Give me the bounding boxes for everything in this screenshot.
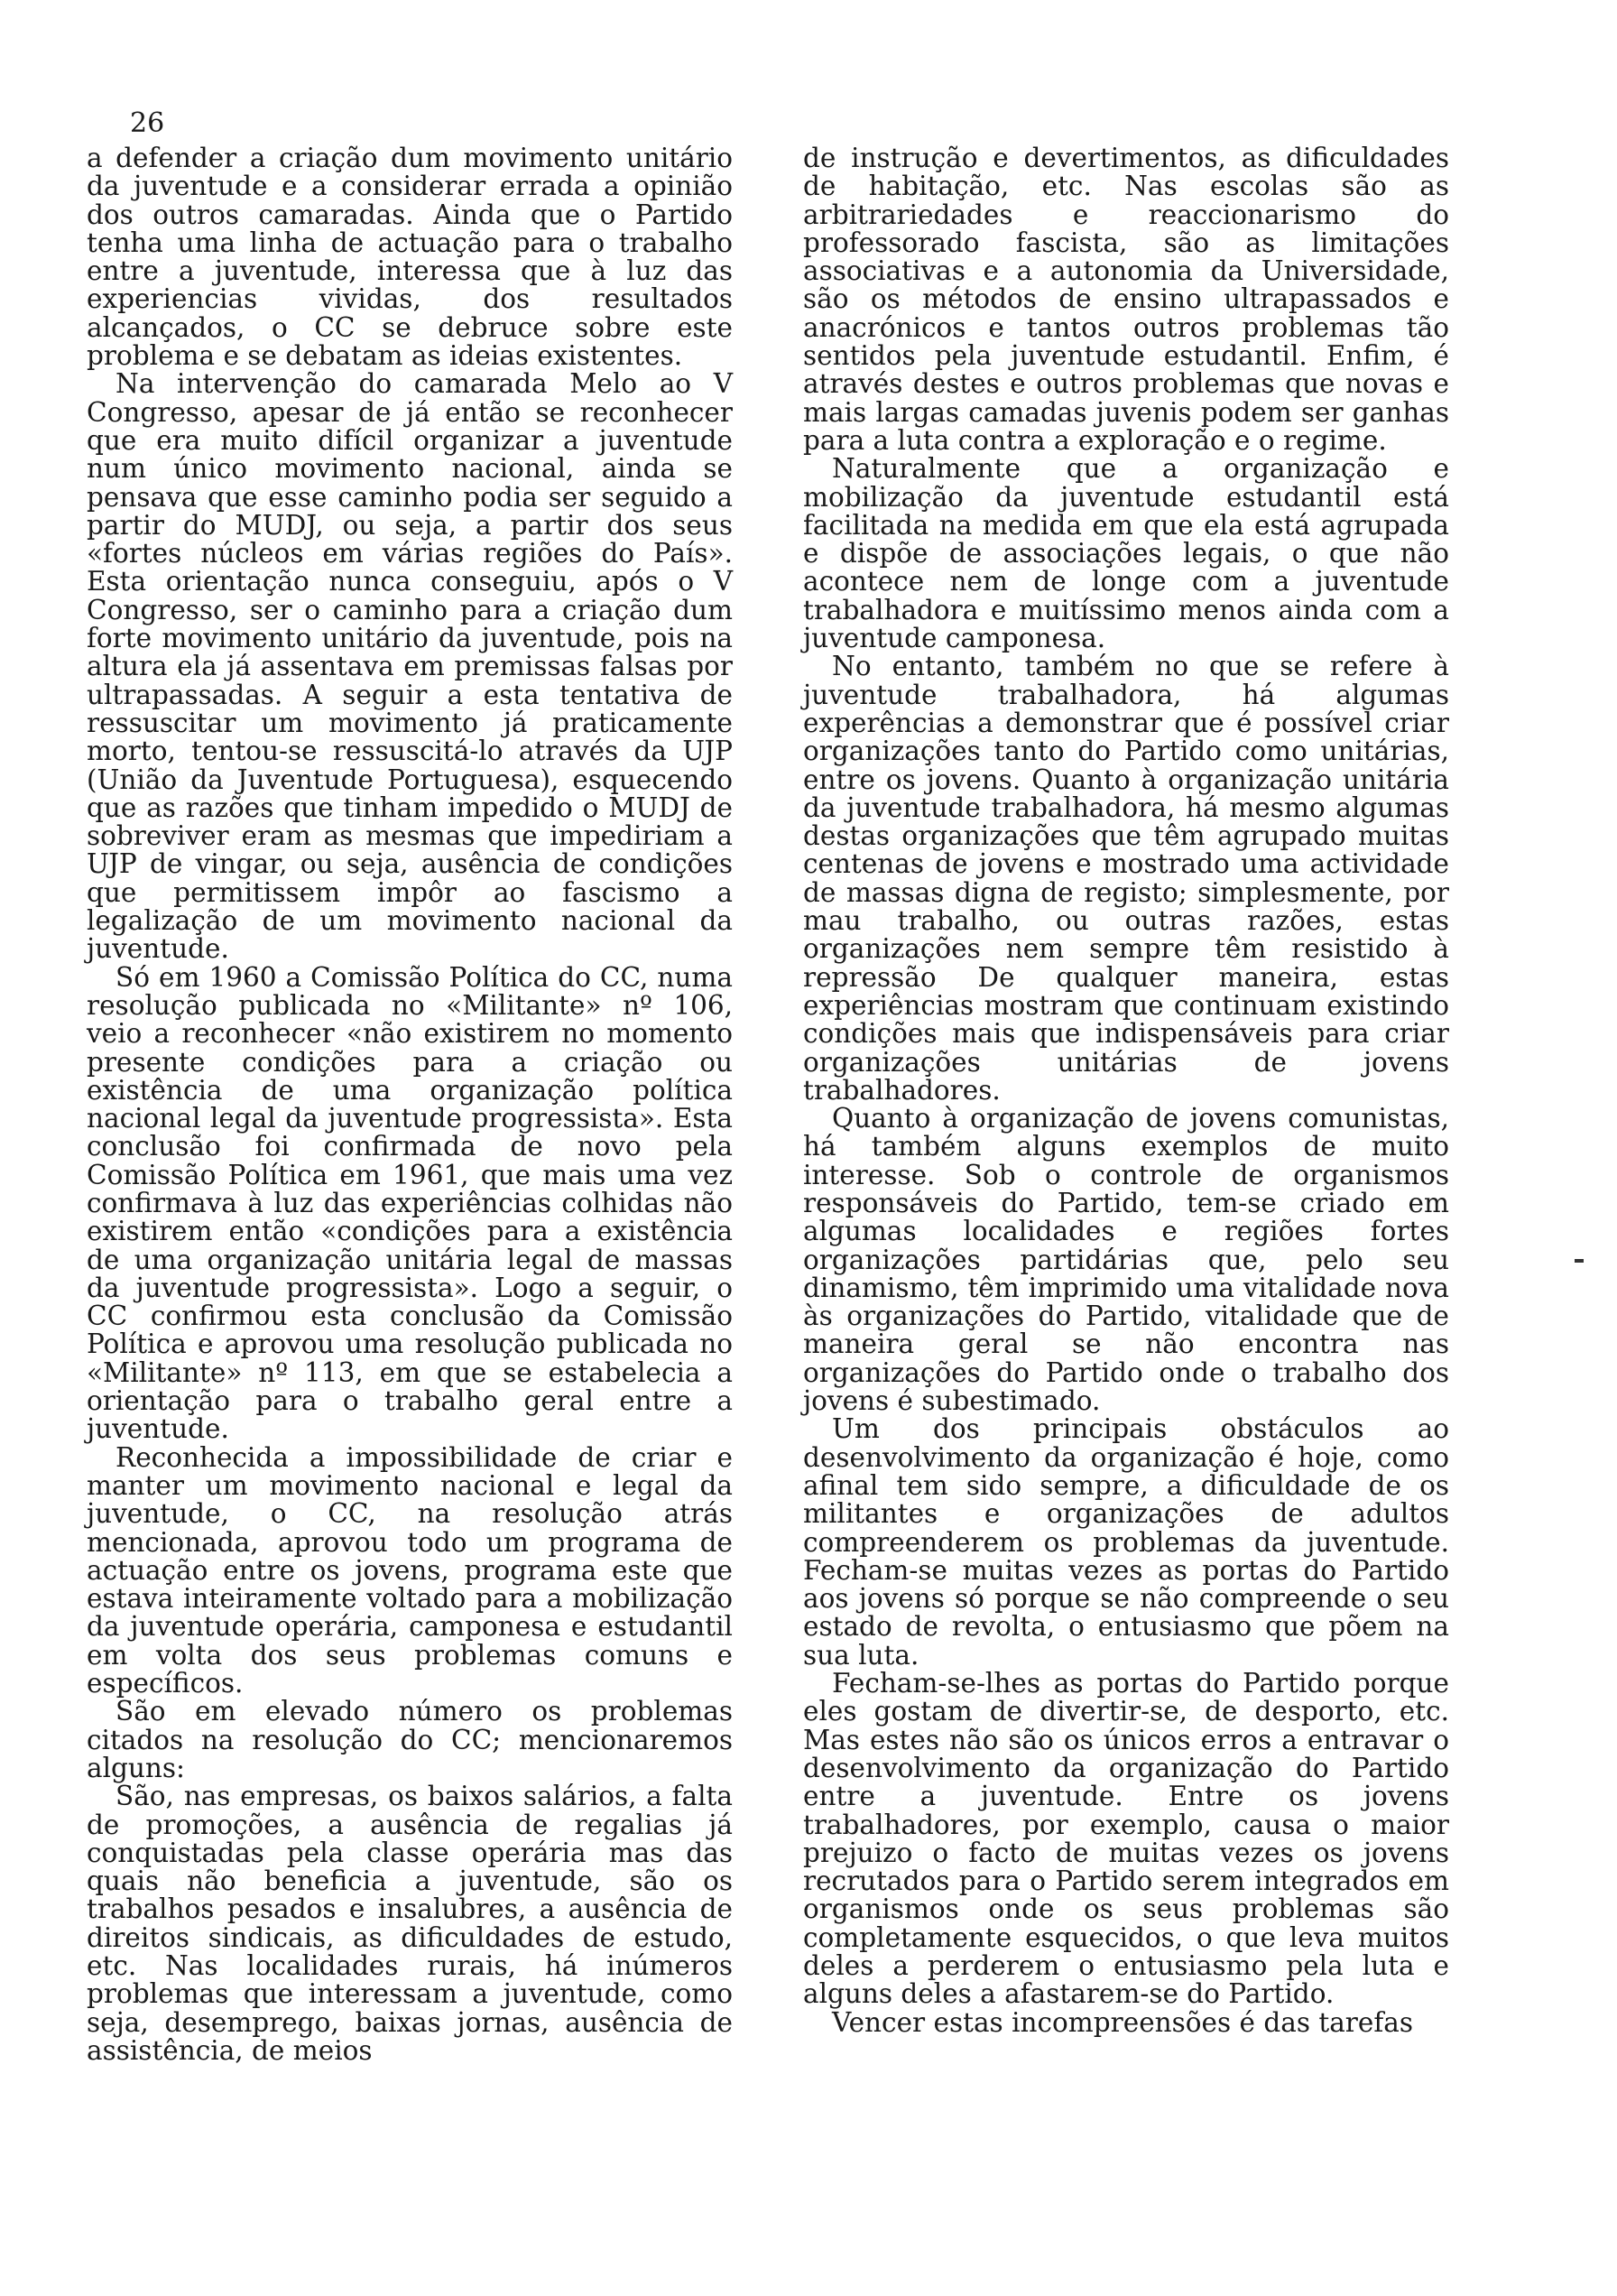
paragraph: de instrução e devertimentos, as dificuldades de habitação, etc. Nas escolas são as arbitrariedades e reaccionarismo do professorado fascista, são as limitações associativas e a autonomia da Universidade, são os métodos de ensino ultrapassados e anacrónicos e tantos outros problemas tão sentidos pela juventude estudantil. Enfim, é através destes e outros problemas que novas e mais largas camadas juvenis podem ser ganhas para a luta contra a exploração e o regime. [803, 143, 1449, 456]
page-number: 26 [130, 107, 165, 139]
paragraph: a defender a criação dum movimento unitário da juventude e a considerar errada a opinião dos outros camaradas. Ainda que o Partido tenha uma linha de actuação para o trabalho entre a juventude, interessa que à luz das experiencias vividas, dos resultados alcançados, o CC se debruce sobre este problema e se debatam as ideias existentes. [87, 143, 733, 372]
paragraph: Na intervenção do camarada Melo ao V Congresso, apesar de já então se reconhecer que era muito difícil organizar a juventude num único movimento nacional, ainda se pensava que esse caminho podia ser seguido a partir do MUDJ, ou seja, a partir dos seus «fortes núcleos em várias regiões do País». Esta orientação nunca conseguiu, após o V Congresso, ser o caminho para a criação dum forte movimento unitário da juventude, pois na altura ela já assentava em premissas falsas por ultrapassadas. A seguir a esta tentativa de ressuscitar um movimento já praticamente morto, tentou-se ressuscitá-lo através da UJP (União da Juventude Portuguesa), esquecendo que as razões que tinham impedido o MUDJ de sobreviver eram as mesmas que impediriam a UJP de vingar, ou seja, ausência de condições que permitissem impôr ao fascismo a legalização de um movimento nacional da juventude. [87, 368, 733, 965]
paragraph: No entanto, também no que se refere à juventude trabalhadora, há algumas experências a demonstrar que é possível criar organizações tanto do Partido como unitárias, entre os jovens. Quanto à organização unitária da juventude trabalhadora, há mesmo algumas destas organizações que têm agrupado muitas centenas de jovens e mostrado uma actividade de massas digna de registo; simplesmente, por mau trabalho, ou outras razões, estas organizações nem sempre têm resistido à repressão De qualquer maneira, estas experiências mostram que continuam existindo condições mais que indispensáveis para criar organizações unitárias de jovens trabalhadores. [803, 651, 1449, 1106]
paragraph: Só em 1960 a Comissão Política do CC, numa resolução publicada no «Militante» nº 106, veio a reconhecer «não existirem no momento presente condições para a criação ou existência de uma organização política nacional legal da juventude progressista». Esta conclusão foi confirmada de novo pela Comissão Política em 1961, que mais uma vez confirmava à luz das experiências colhidas não existirem então «condições para a existência de uma organização unitária legal de massas da juventude progressista». Logo a seguir, o CC confirmou esta conclusão da Comissão Política e aprovou uma resolução publicada no «Militante» nº 113, em que se estabelecia a orientação para o trabalho geral entre a juventude. [87, 961, 733, 1445]
paragraph: São em elevado número os problemas citados na resolução do CC; mencionaremos alguns: [87, 1696, 733, 1783]
left-column [87, 144, 733, 2065]
right-column [803, 144, 1449, 2037]
paragraph: Um dos principais obstáculos ao desenvolvimento da organização é hoje, como afinal tem sido sempre, a dificuldade de os militantes e organizações de adultos compreenderem os problemas da juventude. Fecham-se muitas vezes as portas do Partido aos jovens só porque se não compreende o seu estado de revolta, o entusiasmo que põem na sua luta. [803, 1413, 1449, 1671]
paragraph: Naturalmente que a organização e mobilização da juventude estudantil está facilitada na medida em que ela está agrupada e dispõe de associações legais, o que não acontece nem de longe com a juventude trabalhadora e muitíssimo menos ainda com a juventude camponesa. [803, 453, 1449, 654]
scan-speck [1575, 1259, 1584, 1263]
paragraph: Reconhecida a impossibilidade de criar e manter um movimento nacional e legal da juventude, o CC, na resolução atrás mencionada, aprovou todo um programa de actuação entre os jovens, programa este que estava inteiramente voltado para a mobilização da juventude operária, camponesa e estudantil em volta dos seus problemas comuns e específicos. [87, 1441, 733, 1699]
paragraph: São, nas empresas, os baixos salários, a falta de promoções, a ausência de regalias já conquistadas pela classe operária mas das quais não beneficia a juventude, são os trabalhos pesados e insalubres, a ausência de direitos sindicais, as dificuldades de estudo, etc. Nas localidades rurais, há inúmeros problemas que interessam a juventude, como seja, desemprego, baixas jornas, ausência de assistência, de meios [87, 1781, 733, 2066]
paragraph: Vencer estas incompreensões é das tarefas [832, 2006, 1414, 2038]
paragraph: Fecham-se-lhes as portas do Partido porque eles gostam de divertir-se, de desporto, etc. Mas estes não são os únicos erros a entravar o desenvolvimento da organização do Partido entre a juventude. Entre os jovens trabalhadores, por exemplo, causa o maior prejuizo o facto de muitas vezes os jovens recrutados para o Partido serem integrados em organismos onde os seus problemas são completamente esquecidos, o que leva muitos deles a perderem o entusiasmo pela luta e alguns deles a afastarem-se do Partido. [803, 1668, 1449, 2010]
paragraph: Quanto à organização de jovens comunistas, há também alguns exemplos de muito interesse. Sob o controle de organismos responsáveis do Partido, tem-se criado em algumas localidades e regiões fortes organizações partidárias que, pelo seu dinamismo, têm imprimido uma vitalidade nova às organizações do Partido, vitalidade que de maneira geral se não encontra nas organizações do Partido onde o trabalho dos jovens é subestimado. [803, 1103, 1449, 1417]
